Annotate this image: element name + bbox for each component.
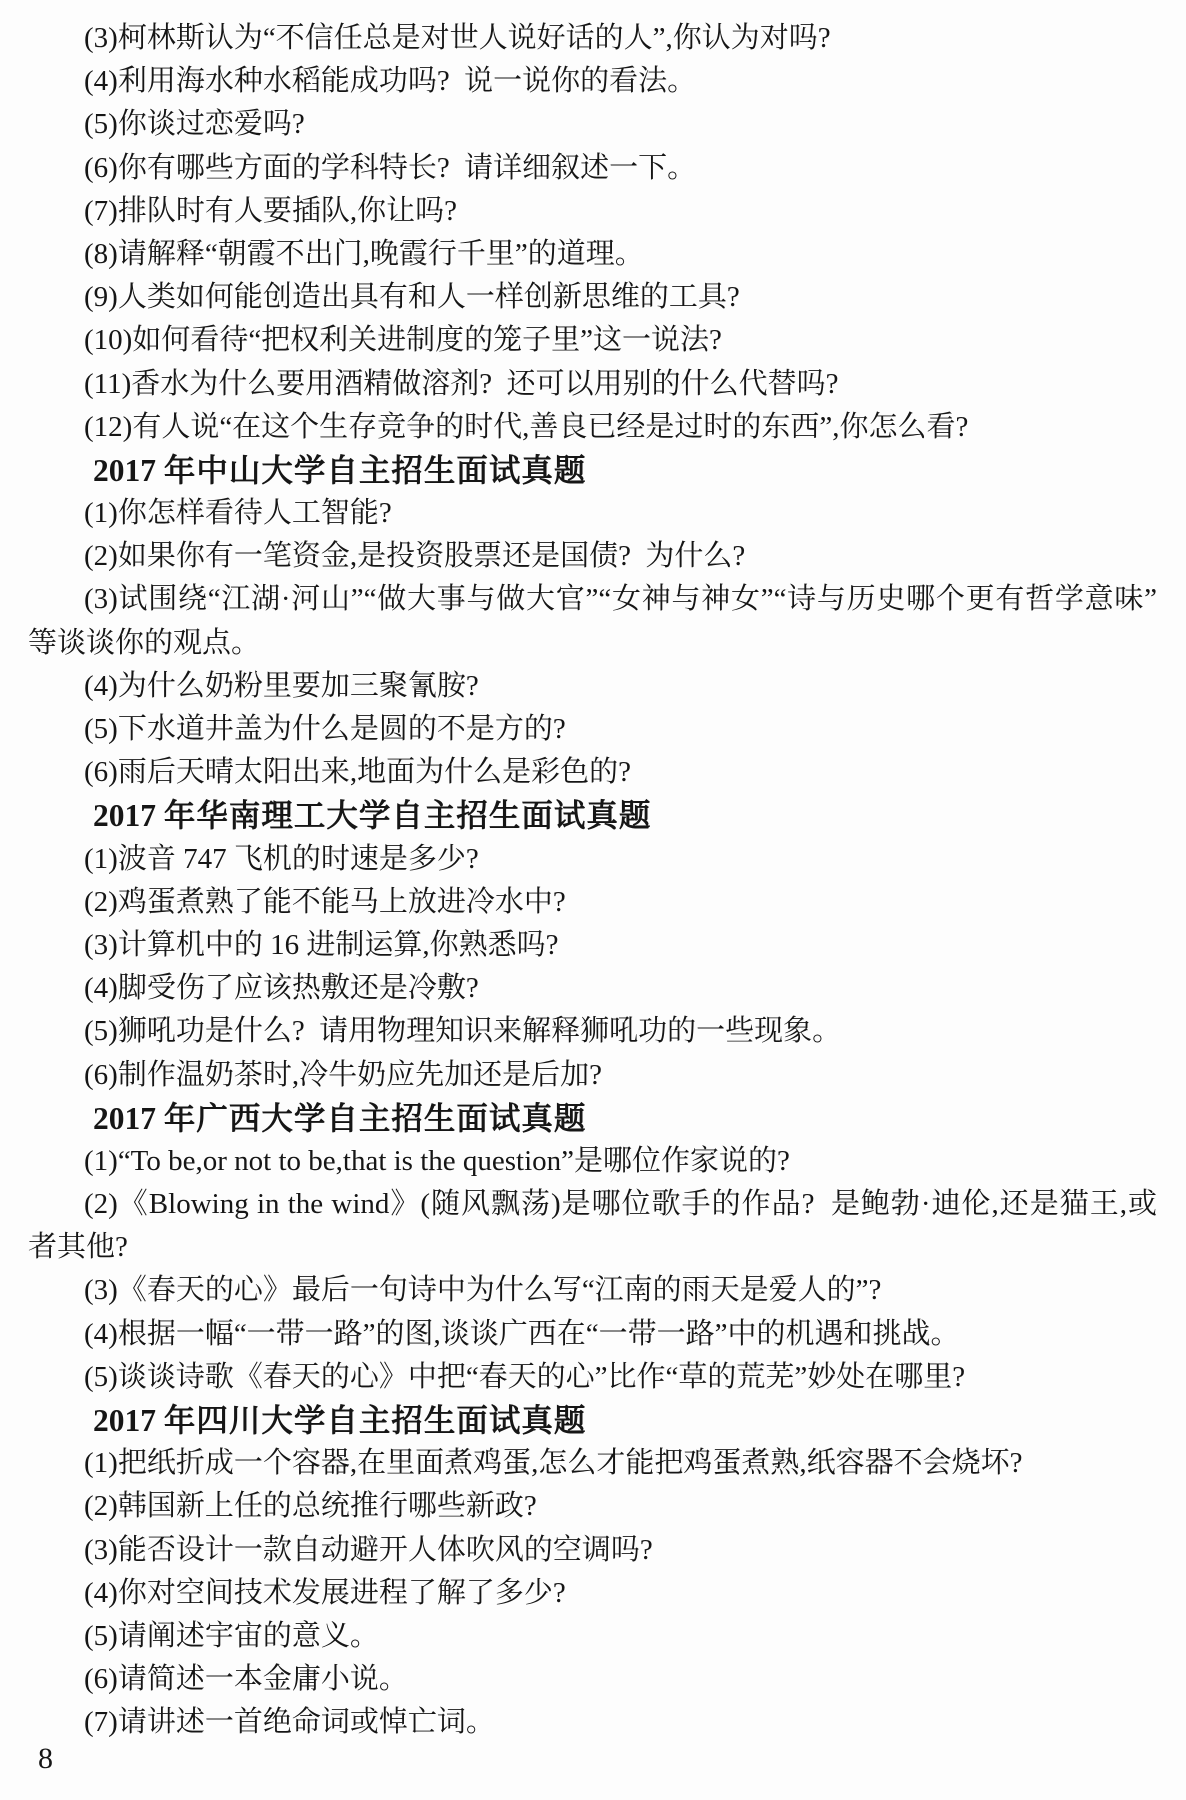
section-heading <box>28 794 1157 837</box>
question-line: (5)狮吼功是什么? 请用物理知识来解释狮吼功的一些现象。 <box>84 1015 842 1048</box>
question-line: (2)《Blowing in the wind》(随风飘荡)是哪位歌手的作品? 是鲍勃·迪伦,还是猫王,或 <box>84 1188 1157 1221</box>
question-line: (7)排队时有人要插队,你让吗? <box>84 194 457 227</box>
page-content <box>28 17 1157 1745</box>
page-number: 8 <box>38 1742 53 1775</box>
question-line: (4)脚受伤了应该热敷还是冷敷? <box>84 972 479 1005</box>
question-continuation-line: 者其他? <box>28 1231 128 1264</box>
question-line: (2)如果你有一笔资金,是投资股票还是国债? 为什么? <box>84 540 746 573</box>
heading-title: 年四川大学自主招生面试真题 <box>163 1402 587 1438</box>
section-heading <box>28 449 1157 492</box>
question-line: (12)有人说“在这个生存竞争的时代,善良已经是过时的东西”,你怎么看? <box>84 410 969 443</box>
question-line: (2)鸡蛋煮熟了能不能马上放进冷水中? <box>84 885 566 918</box>
question-line: (4)利用海水种水稻能成功吗? 说一说你的看法。 <box>84 65 697 98</box>
question-continuation-line: 等谈谈你的观点。 <box>28 626 261 659</box>
question-line: (5)你谈过恋爱吗? <box>84 108 305 141</box>
question-line: (6)请简述一本金庸小说。 <box>84 1663 408 1696</box>
question-line: (3)能否设计一款自动避开人体吹风的空调吗? <box>84 1533 653 1566</box>
question-line: (1)你怎样看待人工智能? <box>84 497 392 530</box>
question-line: (6)你有哪些方面的学科特长? 请详细叙述一下。 <box>84 151 697 184</box>
question-line: (4)根据一幅“一带一路”的图,谈谈广西在“一带一路”中的机遇和挑战。 <box>84 1317 960 1350</box>
question-line: (9)人类如何能创造出具有和人一样创新思维的工具? <box>84 281 740 314</box>
question-line: (4)为什么奶粉里要加三聚氰胺? <box>84 669 479 702</box>
question-line: (1)把纸折成一个容器,在里面煮鸡蛋,怎么才能把鸡蛋煮熟,纸容器不会烧坏? <box>84 1447 1023 1480</box>
question-line: (3)《春天的心》最后一句诗中为什么写“江南的雨天是爱人的”? <box>84 1274 882 1307</box>
question-line: (3)柯林斯认为“不信任总是对世人说好话的人”,你认为对吗? <box>84 22 831 54</box>
heading-year: 2017 <box>93 1403 164 1438</box>
section-heading <box>28 1097 1157 1140</box>
question-line: (1)“To be,or not to be,that is the question”是哪位作家说的? <box>84 1144 790 1177</box>
question-line: (5)下水道井盖为什么是圆的不是方的? <box>84 713 566 745</box>
question-line: (7)请讲述一首绝命词或悼亡词。 <box>84 1706 495 1739</box>
question-line: (10)如何看待“把权利关进制度的笼子里”这一说法? <box>84 324 722 357</box>
question-line: (5)请阐述宇宙的意义。 <box>84 1619 379 1652</box>
question-line: (5)谈谈诗歌《春天的心》中把“春天的心”比作“草的荒芜”妙处在哪里? <box>84 1360 966 1393</box>
question-line: (2)韩国新上任的总统推行哪些新政? <box>84 1490 537 1523</box>
question-line: (6)雨后天晴太阳出来,地面为什么是彩色的? <box>84 756 631 789</box>
heading-title: 年华南理工大学自主招生面试真题 <box>163 797 652 834</box>
heading-year: 2017 <box>93 798 164 834</box>
question-line: (3)计算机中的 16 进制运算,你熟悉吗? <box>84 928 559 961</box>
section-heading <box>28 1399 1157 1442</box>
question-line: (8)请解释“朝霞不出门,晚霞行千里”的道理。 <box>84 237 644 270</box>
heading-year: 2017 <box>93 452 164 488</box>
heading-title: 年广西大学自主招生面试真题 <box>163 1099 587 1136</box>
question-line: (4)你对空间技术发展进程了解了多少? <box>84 1576 566 1609</box>
heading-title: 年中山大学自主招生面试真题 <box>163 451 587 488</box>
question-line: (3)试围绕“江湖·河山”“做大事与做大官”“女神与神女”“诗与历史哪个更有哲学意味” <box>84 583 1157 616</box>
heading-year: 2017 <box>93 1100 164 1136</box>
question-line: (6)制作温奶茶时,冷牛奶应先加还是后加? <box>84 1058 602 1091</box>
question-line: (1)波音 747 飞机的时速是多少? <box>84 842 479 875</box>
question-line: (11)香水为什么要用酒精做溶剂? 还可以用别的什么代替吗? <box>84 367 839 400</box>
